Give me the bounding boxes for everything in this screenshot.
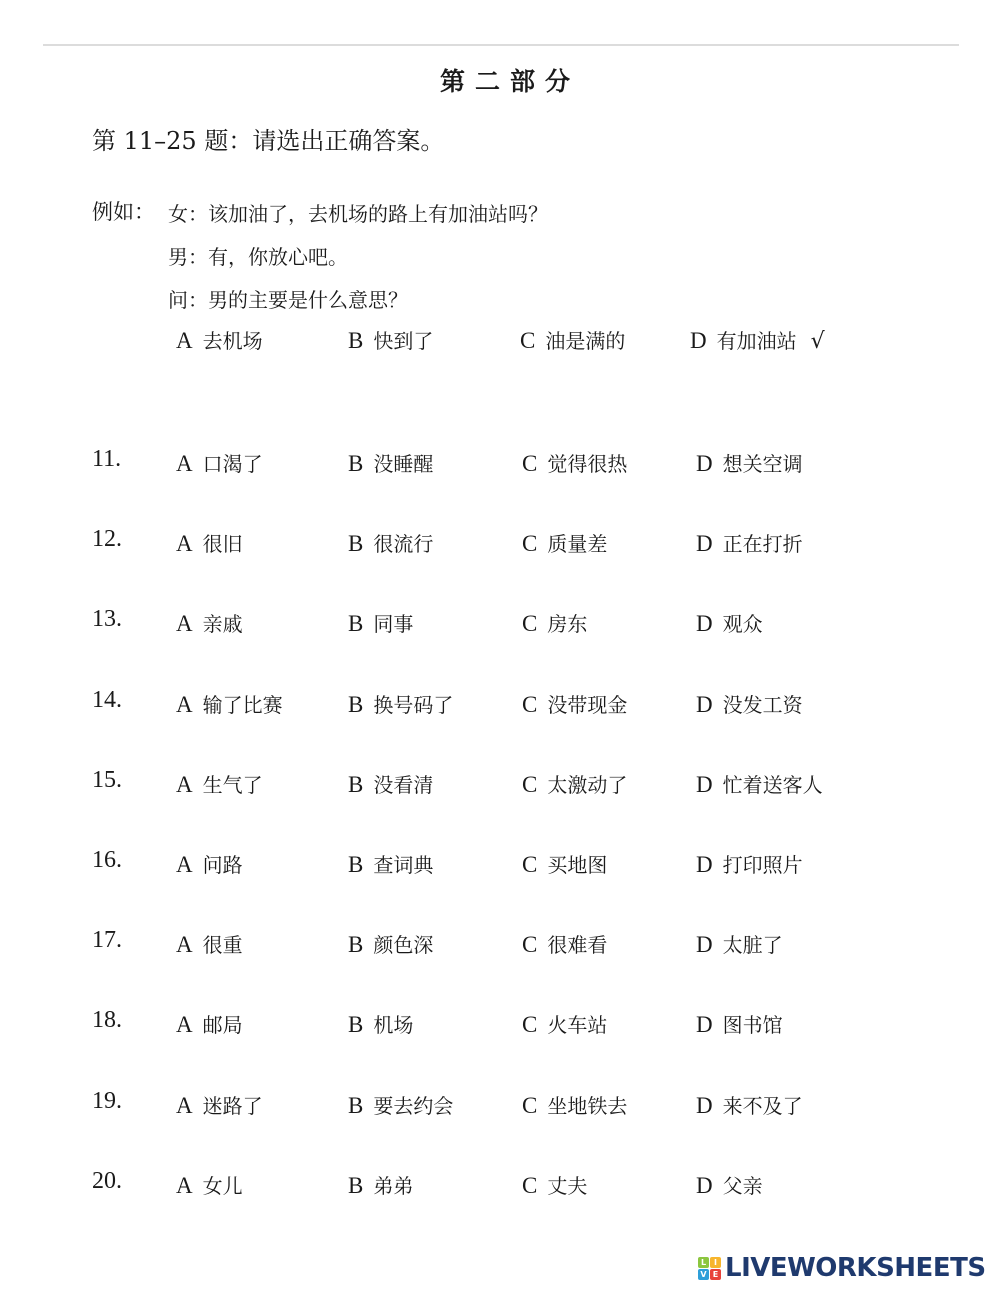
option-text: 邮局: [202, 1013, 243, 1038]
option-letter: B: [348, 1092, 364, 1118]
answer-option-a[interactable]: [176, 849, 243, 878]
option-text: 打印照片: [722, 853, 803, 877]
instruction-text: 第 11–25 题：请选出正确答案。: [92, 127, 445, 155]
option-letter: B: [348, 451, 364, 476]
answer-option-d[interactable]: [696, 608, 763, 637]
answer-option-d[interactable]: [696, 689, 803, 718]
option-letter: D: [696, 611, 713, 637]
option-text: 要去约会: [373, 1093, 454, 1118]
question-row: [92, 687, 912, 719]
option-letter: D: [696, 1012, 713, 1038]
question-row: [92, 446, 912, 478]
option-text: 质量差: [547, 532, 608, 557]
option-text: 颜色深: [373, 933, 434, 958]
question-number: 19.: [92, 1087, 122, 1114]
question-row: [92, 1088, 912, 1120]
option-letter: D: [696, 771, 713, 797]
question-number: 14.: [92, 686, 122, 713]
option-letter: C: [522, 1012, 538, 1038]
question-number: 12.: [92, 526, 122, 553]
question-row: [92, 927, 912, 959]
logo-cell: E: [710, 1269, 721, 1280]
answer-option-b[interactable]: [348, 1090, 453, 1119]
option-letter: A: [176, 691, 193, 717]
question-number: 20.: [92, 1167, 122, 1194]
option-letter: B: [348, 531, 364, 557]
option-letter: A: [176, 1012, 193, 1038]
example-option-b: B 快到了: [348, 328, 434, 353]
option-letter: C: [522, 932, 538, 958]
answer-option-c[interactable]: [522, 1090, 627, 1119]
option-letter: C: [522, 1092, 538, 1118]
answer-option-a[interactable]: [176, 608, 243, 637]
answer-option-b[interactable]: [348, 689, 453, 718]
option-text: 没带现金: [547, 692, 628, 717]
option-text: 图书馆: [722, 1013, 783, 1038]
option-letter: D: [696, 691, 713, 717]
option-letter: C: [522, 531, 538, 557]
option-letter: C: [522, 691, 538, 717]
answer-option-a[interactable]: [176, 929, 243, 958]
option-text: 忙着送客人: [722, 772, 823, 797]
answer-option-b[interactable]: [348, 1009, 413, 1038]
logo-cell: V: [698, 1269, 709, 1280]
option-text: 想关空调: [722, 452, 803, 476]
option-letter: A: [176, 932, 193, 958]
section-title: 第二部分: [439, 67, 580, 96]
option-letter: A: [176, 1092, 193, 1118]
option-letter: A: [176, 1172, 193, 1198]
answer-option-d[interactable]: [696, 769, 823, 798]
answer-option-c[interactable]: [522, 1009, 607, 1038]
answer-option-a[interactable]: [176, 448, 263, 477]
example-label: 例如：: [92, 200, 155, 224]
option-text: 丈夫: [547, 1173, 588, 1198]
logo-text: LIVEWORKSHEETS: [725, 1253, 986, 1283]
option-letter: D: [696, 1092, 713, 1118]
liveworksheets-logo: [698, 1253, 986, 1283]
option-text: 女儿: [202, 1173, 243, 1198]
example-line-man: 男：有，你放心吧。: [168, 245, 348, 269]
example-line-question: 问：男的主要是什么意思？: [168, 288, 408, 312]
answer-option-a[interactable]: [176, 689, 283, 718]
option-text: 生气了: [202, 772, 263, 797]
answer-option-b[interactable]: [348, 769, 433, 798]
top-divider: [43, 44, 959, 46]
option-text: 很旧: [202, 532, 243, 557]
option-text: 没看清: [373, 772, 434, 797]
question-row: [92, 767, 912, 799]
answer-option-a[interactable]: [176, 1090, 263, 1119]
option-letter: D: [696, 531, 713, 557]
option-letter: D: [696, 1172, 713, 1198]
answer-option-c[interactable]: [522, 929, 607, 958]
question-number: 15.: [92, 766, 122, 793]
answer-option-c[interactable]: [522, 1170, 587, 1199]
answer-option-a[interactable]: [176, 769, 263, 798]
answer-option-d[interactable]: [696, 929, 783, 958]
answer-option-d[interactable]: [696, 528, 803, 557]
logo-cell: L: [698, 1257, 709, 1268]
answer-option-b[interactable]: [348, 448, 433, 477]
answer-option-d[interactable]: [696, 1009, 783, 1038]
option-letter: B: [348, 852, 364, 877]
option-text: 弟弟: [373, 1173, 414, 1198]
answer-option-b[interactable]: [348, 929, 433, 958]
option-text: 坐地铁去: [547, 1093, 628, 1118]
answer-option-d[interactable]: [696, 448, 803, 477]
answer-option-b[interactable]: [348, 528, 433, 557]
option-text: 太激动了: [547, 772, 628, 797]
option-letter: B: [348, 932, 364, 958]
option-text: 正在打折: [722, 532, 803, 557]
answer-option-c[interactable]: [522, 769, 627, 798]
option-letter: A: [176, 771, 193, 797]
option-text: 很流行: [373, 532, 434, 557]
option-text: 很难看: [547, 933, 608, 958]
option-letter: C: [522, 611, 538, 637]
example-option-a: A 去机场: [176, 328, 263, 353]
option-letter: B: [348, 1012, 364, 1038]
option-text: 输了比赛: [202, 692, 283, 717]
example-option-c: C 油是满的: [520, 328, 626, 353]
option-letter: D: [696, 852, 713, 877]
option-text: 火车站: [547, 1013, 608, 1038]
option-text: 买地图: [547, 853, 608, 877]
question-row: [92, 1007, 912, 1039]
question-number: 16.: [92, 847, 122, 873]
question-row: [92, 1168, 912, 1200]
answer-option-b[interactable]: [348, 849, 433, 878]
option-letter: D: [696, 451, 713, 476]
answer-option-c[interactable]: [522, 849, 607, 878]
option-text: 迷路了: [202, 1093, 263, 1118]
checkmark-icon: √: [810, 329, 825, 354]
example-option-d: D 有加油站 √: [690, 328, 825, 354]
option-text: 查词典: [373, 853, 434, 877]
option-text: 很重: [202, 933, 243, 958]
option-text: 没发工资: [722, 692, 803, 717]
option-text: 同事: [373, 612, 414, 637]
question-number: 17.: [92, 927, 122, 954]
option-text: 机场: [373, 1013, 414, 1038]
option-letter: C: [522, 771, 538, 797]
answer-option-d[interactable]: [696, 1170, 763, 1199]
option-text: 父亲: [722, 1173, 763, 1198]
option-letter: B: [348, 771, 364, 797]
answer-option-a[interactable]: [176, 1170, 243, 1199]
option-text: 口渴了: [202, 452, 263, 476]
option-letter: A: [176, 852, 193, 877]
answer-option-b[interactable]: [348, 1170, 413, 1199]
question-number: 11.: [92, 446, 122, 472]
answer-option-d[interactable]: [696, 1090, 803, 1119]
answer-option-c[interactable]: [522, 448, 627, 477]
answer-option-c[interactable]: [522, 608, 587, 637]
option-letter: C: [522, 852, 538, 877]
option-letter: C: [522, 451, 538, 476]
question-number: 13.: [92, 606, 122, 633]
answer-option-a[interactable]: [176, 528, 243, 557]
option-letter: A: [176, 531, 193, 557]
answer-option-a[interactable]: [176, 1009, 243, 1038]
answer-option-c[interactable]: [522, 689, 627, 718]
example-line-woman: 女：该加油了，去机场的路上有加油站吗？: [168, 202, 548, 226]
option-letter: D: [696, 932, 713, 958]
option-text: 来不及了: [722, 1093, 803, 1118]
option-text: 觉得很热: [547, 452, 628, 476]
option-letter: A: [176, 451, 193, 476]
logo-cell: I: [710, 1257, 721, 1268]
answer-option-d[interactable]: [696, 849, 803, 878]
option-letter: B: [348, 691, 364, 717]
option-letter: A: [176, 611, 193, 637]
option-letter: B: [348, 611, 364, 637]
option-text: 问路: [202, 853, 243, 877]
question-number: 18.: [92, 1007, 122, 1034]
example-options: [176, 325, 876, 355]
option-text: 观众: [722, 612, 763, 637]
question-row: [92, 526, 912, 558]
question-row: [92, 847, 912, 879]
option-text: 没睡醒: [373, 452, 434, 476]
option-text: 房东: [547, 612, 588, 637]
option-letter: C: [522, 1172, 538, 1198]
question-row: [92, 606, 912, 638]
answer-option-b[interactable]: [348, 608, 413, 637]
logo-icon: [698, 1257, 721, 1280]
option-text: 亲戚: [202, 612, 243, 637]
option-text: 太脏了: [722, 933, 783, 958]
answer-option-c[interactable]: [522, 528, 607, 557]
option-letter: B: [348, 1172, 364, 1198]
option-text: 换号码了: [373, 692, 454, 717]
